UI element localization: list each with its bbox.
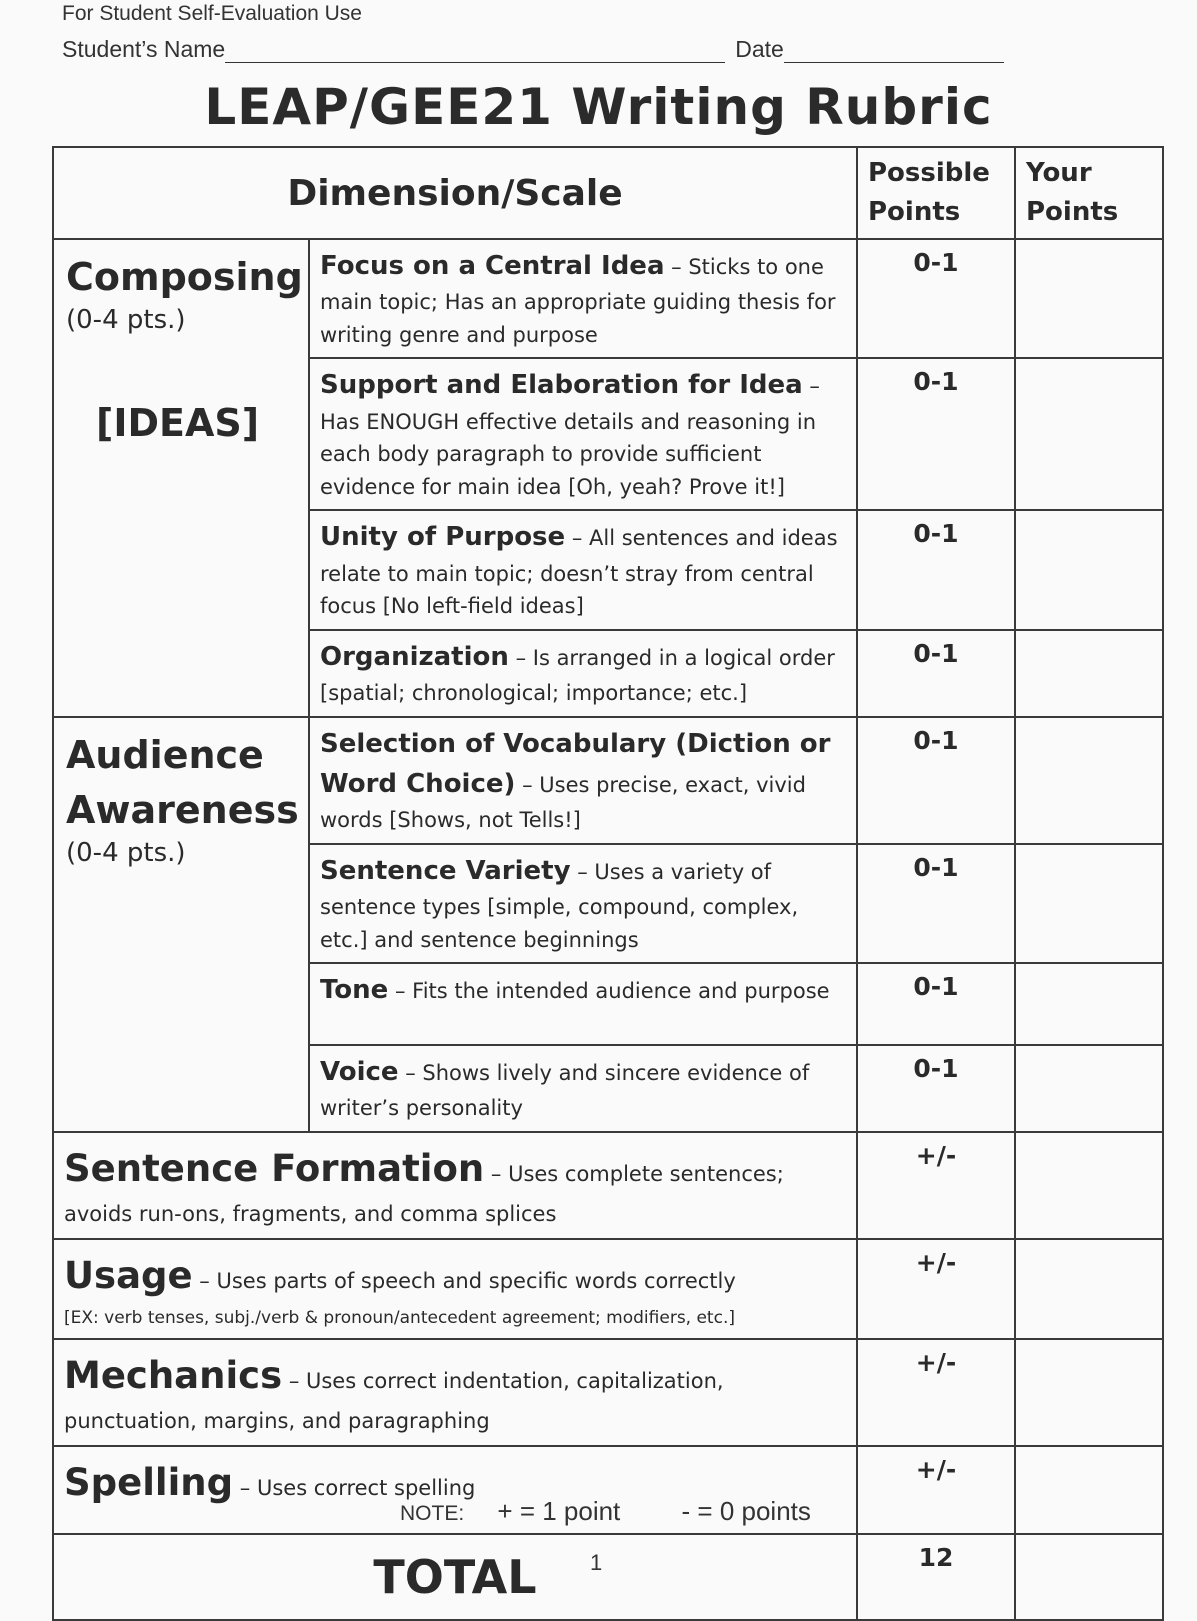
possible-points-value: 0-1 [857,1045,1015,1132]
audience-category [53,717,309,1132]
composing-category [53,239,309,717]
criterion-title: Support and Elaboration for Idea [320,370,803,401]
category-range: (0-4 pts.) [66,305,186,336]
criterion-cell [309,630,857,717]
criterion-description: – Uses precise, exact, vivid words [Shows, not Tells!] [320,772,806,833]
minus-note: - = 0 points [681,1496,811,1526]
possible-points-value: +/- [857,1239,1015,1339]
criterion-description: – Is arranged in a logical order [spatial; chronological; importance; etc.] [320,645,835,706]
criterion-cell [309,1045,857,1132]
possible-points-value: 0-1 [857,510,1015,629]
possible-points-value: 0-1 [857,358,1015,510]
note-label: NOTE: [400,1502,465,1525]
possible-points-value: +/- [857,1446,1015,1534]
table-row [53,1239,1163,1339]
criterion-title: Sentence Variety [320,855,571,886]
category-name: Composing [66,255,303,299]
your-points-cell[interactable] [1015,1339,1163,1446]
criterion-description: – Uses parts of speech and specific words correctly [192,1268,736,1293]
criterion-title: Sentence Formation [64,1146,485,1190]
possible-points-value: +/- [857,1132,1015,1239]
student-name-field[interactable] [225,40,725,63]
your-points-cell[interactable] [1015,510,1163,629]
your-points-cell[interactable] [1015,239,1163,358]
possible-points-value: 0-1 [857,717,1015,844]
rubric-title: LEAP/GEE21 Writing Rubric [204,78,993,136]
criterion-description: – Uses complete sentences; avoids run-ons, fragments, and comma splices [64,1161,784,1227]
category-name: Audience Awareness [66,732,299,832]
your-points-cell[interactable] [1015,717,1163,844]
criterion-title: Tone [320,975,389,1006]
possible-points-header: Possible Points [857,147,1015,239]
total-row [53,1534,1163,1620]
mechanics-cell [53,1339,857,1446]
criterion-title: Focus on a Central Idea [320,251,665,281]
your-points-cell[interactable] [1015,1045,1163,1132]
page-number: 1 [590,1550,603,1575]
criterion-description: – Fits the intended audience and purpose [388,979,830,1004]
possible-points-value: 0-1 [857,963,1015,1045]
total-your-points-cell[interactable] [1015,1534,1163,1620]
name-date-line [62,36,1004,63]
category-range: (0-4 pts.) [66,837,186,868]
your-points-header: Your Points [1015,147,1163,239]
date-label: Date [735,36,784,62]
your-points-cell[interactable] [1015,963,1163,1045]
criterion-description: – Sticks to one main topic; Has an appropriate guiding thesis for writing genre and purpose [320,255,836,347]
scoring-note [400,1496,811,1527]
student-name-label: Student’s Name [62,36,226,62]
criterion-title: Voice [320,1057,399,1088]
criterion-description: – Uses correct indentation, capitalization, punctuation, margins, and paragraphing [64,1369,724,1434]
criterion-description: – Has ENOUGH effective details and reasoning in each body paragraph to provide sufficient evidence for main idea [Oh, yeah? Prove it!] [320,374,820,499]
your-points-cell[interactable] [1015,630,1163,717]
criterion-cell [309,844,857,963]
sentence-formation-cell [53,1132,857,1239]
criterion-cell [309,717,857,844]
criterion-title: Unity of Purpose [320,522,566,553]
your-points-cell[interactable] [1015,1446,1163,1534]
rubric-table [52,146,1164,1621]
plus-note: + = 1 point [497,1496,621,1526]
criterion-description: – Uses correct spelling [233,1475,476,1500]
total-label: TOTAL [53,1534,857,1620]
criterion-description: – All sentences and ideas relate to main topic; doesn’t stray from central focus [No left-field ideas] [320,526,838,619]
dimension-scale-header: Dimension/Scale [53,147,857,239]
your-points-cell[interactable] [1015,844,1163,963]
criterion-cell [309,510,857,629]
criterion-cell [309,358,857,510]
possible-points-value: +/- [857,1339,1015,1446]
criterion-title: Organization [320,641,509,672]
criterion-title: Selection of Vocabulary (Diction or Word Choice) [320,728,831,799]
header-row [53,147,1163,239]
total-possible-points: 12 [857,1534,1015,1620]
criterion-title: Mechanics [64,1354,283,1398]
table-row [53,1339,1163,1446]
date-field[interactable] [784,40,1004,63]
table-row [53,239,1163,358]
table-row [53,1132,1163,1239]
your-points-cell[interactable] [1015,358,1163,510]
criterion-cell [309,963,857,1045]
criterion-title: Spelling [64,1460,234,1504]
self-evaluation-note: For Student Self-Evaluation Use [62,2,362,25]
usage-cell [53,1239,857,1339]
category-tag: [IDEAS] [96,401,260,446]
possible-points-value: 0-1 [857,844,1015,963]
table-row [53,717,1163,844]
usage-examples: [EX: verb tenses, subj./verb & pronoun/antecedent agreement; modifiers, etc.] [64,1307,735,1328]
your-points-cell[interactable] [1015,1239,1163,1339]
criterion-title: Usage [64,1253,193,1297]
possible-points-value: 0-1 [857,630,1015,717]
criterion-description: – Uses a variety of sentence types [simple, compound, complex, etc.] and sentence beginnings [320,859,799,952]
criterion-description: – Shows lively and sincere evidence of writer’s personality [320,1061,810,1121]
possible-points-value: 0-1 [857,239,1015,358]
criterion-cell [309,239,857,358]
your-points-cell[interactable] [1015,1132,1163,1239]
